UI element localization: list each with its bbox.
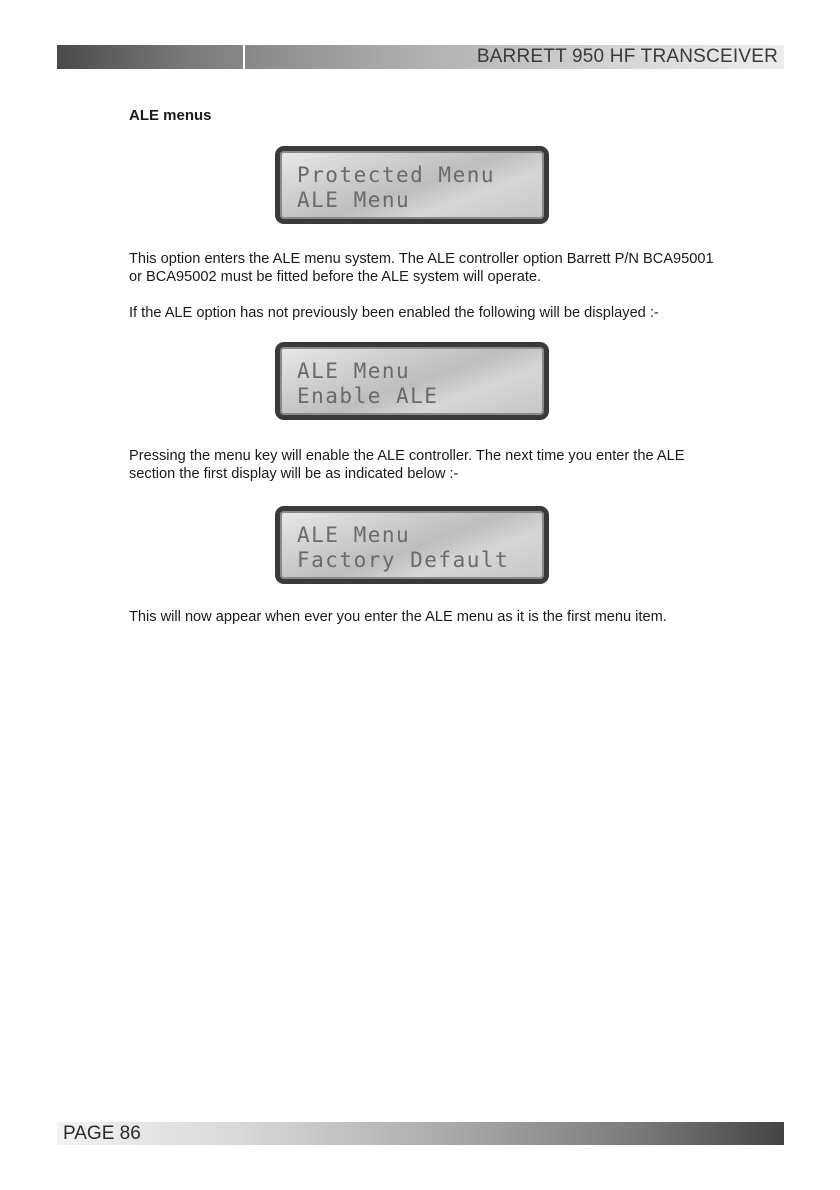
paragraph-intro-line-2: or BCA95002 must be fitted before the ALE system will operate. bbox=[129, 269, 542, 285]
paragraph-intro bbox=[129, 250, 779, 286]
paragraph-intro-line-1: This option enters the ALE menu system. The ALE controller option Barrett P/N BCA95001 bbox=[129, 251, 714, 267]
footer-bar bbox=[57, 1122, 784, 1145]
section-heading: ALE menus bbox=[129, 107, 212, 124]
lcd-line-2: ALE Menu bbox=[297, 188, 411, 212]
lcd-line-1: Protected Menu bbox=[297, 163, 496, 187]
lcd-display-protected-menu bbox=[275, 146, 549, 224]
lcd-line-2: Factory Default bbox=[297, 548, 510, 572]
lcd-line-1: ALE Menu bbox=[297, 523, 411, 547]
header-bar bbox=[57, 45, 784, 69]
header-title: BARRETT 950 HF TRANSCEIVER bbox=[476, 46, 778, 67]
paragraph-menu-key-line-2: section the first display will be as indicated below :- bbox=[129, 466, 459, 482]
lcd-line-2: Enable ALE bbox=[297, 384, 439, 408]
lcd-line-1: ALE Menu bbox=[297, 359, 411, 383]
lcd-display-enable-ale bbox=[275, 342, 549, 420]
paragraph-first-item: This will now appear when ever you enter the ALE menu as it is the first menu item. bbox=[129, 609, 667, 625]
paragraph-menu-key bbox=[129, 447, 779, 483]
lcd-display-factory-default bbox=[275, 506, 549, 584]
page-number: PAGE 86 bbox=[63, 1123, 141, 1144]
paragraph-menu-key-line-1: Pressing the menu key will enable the ALE controller. The next time you enter the ALE bbox=[129, 448, 685, 464]
paragraph-enable-note: If the ALE option has not previously been enabled the following will be displayed :- bbox=[129, 305, 659, 321]
header-divider bbox=[243, 45, 245, 69]
